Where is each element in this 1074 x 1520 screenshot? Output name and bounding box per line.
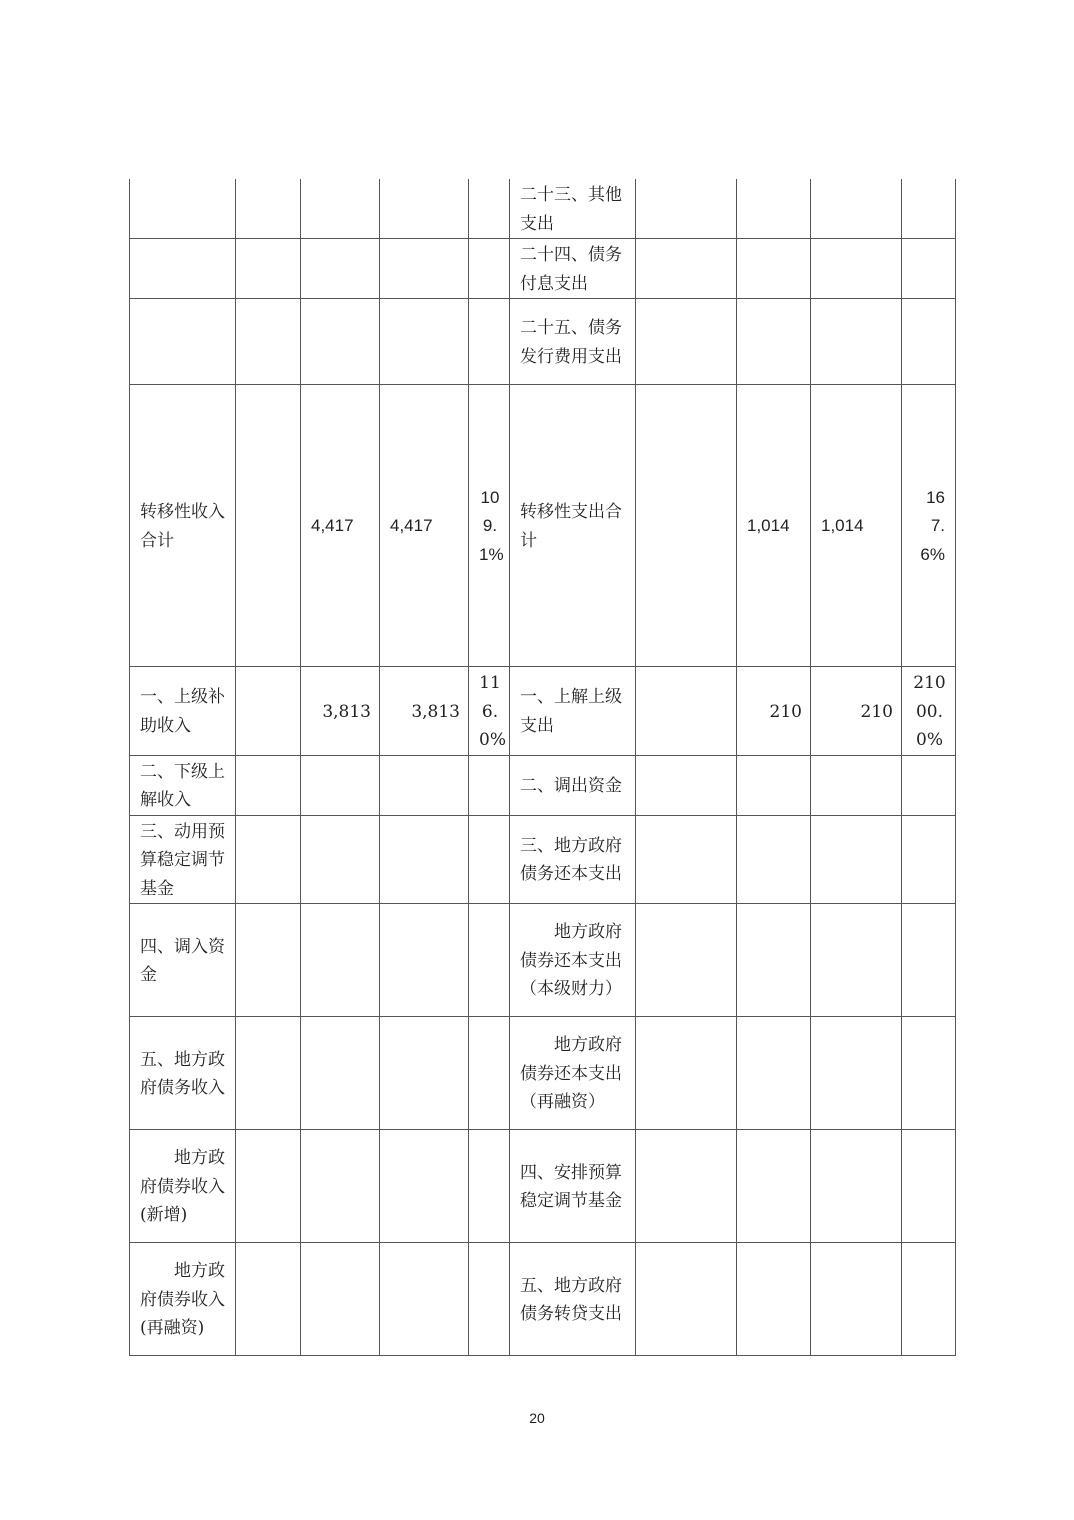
table-row-transfer-total (130, 385, 956, 667)
transfer-income-actual: 4,417 (380, 385, 469, 667)
expense-item-cell: 地方政府债券还本支出（本级财力） (510, 904, 636, 1017)
income-budget-cell: 3,813 (301, 667, 380, 756)
expense-item-cell: 二、调出资金 (510, 755, 636, 815)
expense-budget-cell: 210 (737, 667, 811, 756)
income-item-cell: 地方政府债券收入(再融资) (130, 1243, 236, 1356)
expense-item-cell: 二十三、其他支出 (510, 179, 636, 239)
expense-item-cell: 二十四、债务付息支出 (510, 239, 636, 299)
expense-item-cell: 三、地方政府债务还本支出 (510, 815, 636, 904)
income-item-cell (130, 179, 236, 239)
income-item-cell (130, 299, 236, 385)
transfer-expense-actual: 1,014 (811, 385, 902, 667)
table-row (130, 667, 956, 756)
table-row (130, 904, 956, 1017)
expense-actual-cell: 210 (811, 667, 902, 756)
income-actual-cell: 3,813 (380, 667, 469, 756)
table-row (130, 239, 956, 299)
expense-item-cell: 五、地方政府债务转贷支出 (510, 1243, 636, 1356)
table-row (130, 815, 956, 904)
page-number: 20 (529, 1410, 545, 1426)
income-item-cell: 五、地方政府债务收入 (130, 1017, 236, 1130)
table-row (130, 1017, 956, 1130)
income-item-cell: 四、调入资金 (130, 904, 236, 1017)
table-row (130, 755, 956, 815)
transfer-income-budget: 4,417 (301, 385, 380, 667)
budget-table (129, 179, 956, 1356)
income-item-cell: 一、上级补助收入 (130, 667, 236, 756)
expense-item-cell: 二十五、债务发行费用支出 (510, 299, 636, 385)
transfer-expense-total-label: 转移性支出合计 (510, 385, 636, 667)
table-row (130, 1243, 956, 1356)
transfer-expense-budget: 1,014 (737, 385, 811, 667)
income-item-cell: 地方政府债券收入(新增) (130, 1130, 236, 1243)
transfer-income-total-label: 转移性收入合计 (130, 385, 236, 667)
table-row (130, 299, 956, 385)
income-percent-cell: 116.0% (469, 667, 510, 756)
expense-item-cell: 四、安排预算稳定调节基金 (510, 1130, 636, 1243)
income-item-cell: 三、动用预算稳定调节基金 (130, 815, 236, 904)
expense-item-cell: 一、上解上级支出 (510, 667, 636, 756)
transfer-income-percent: 109.1% (469, 385, 510, 667)
transfer-expense-percent: 167.6% (902, 385, 956, 667)
income-item-cell (130, 239, 236, 299)
table-row (130, 1130, 956, 1243)
table-row (130, 179, 956, 239)
expense-percent-cell: 21000.0% (902, 667, 956, 756)
income-item-cell: 二、下级上解收入 (130, 755, 236, 815)
expense-item-cell: 地方政府债券还本支出（再融资） (510, 1017, 636, 1130)
